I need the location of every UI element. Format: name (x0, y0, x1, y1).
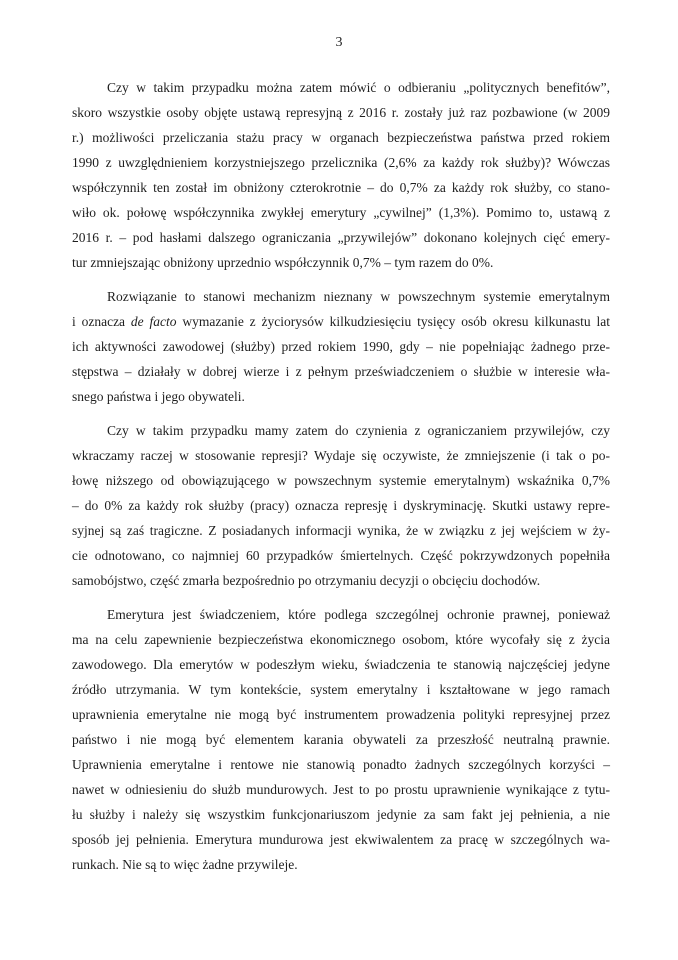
text-line: 2016 r. – pod hasłami dalszego ograniczania „przywilejów” dokonano kolejnych cięć emery- (72, 230, 610, 245)
text-line: wiło ok. połowę współczynnika zwykłej emerytury „cywilnej” (1,3%). Pomimo to, ustawą z (72, 205, 610, 220)
text-line: stępstwa – działały w dobrej wierze i z pełnym przeświadczeniem o służbie w interesie wła- (72, 364, 610, 379)
text-line: sposób jej pełnienia. Emerytura mundurowa jest ekwiwalentem za pracę w szczególnych wa- (72, 832, 610, 847)
text-line: tur zmniejszając obniżony uprzednio współczynnik 0,7% – tym razem do 0%. (72, 255, 494, 270)
text-line: r.) możliwości przeliczania stażu pracy w organach bezpieczeństwa państwa przed rokiem (72, 130, 610, 145)
text-line: współczynnik ten został im obniżony czterokrotnie – do 0,7% za każdy rok służby, co stano- (72, 180, 610, 195)
text-line: – do 0% za każdy rok służby (pracy) oznacza represję i dyskryminację. Skutki ustawy repre- (72, 498, 610, 513)
text-line: ich aktywności zawodowej (służby) przed rokiem 1990, gdy – nie popełniając żadnego prze- (72, 339, 610, 354)
text-line: państwo i nie mogą być elementem karania obywateli za przeszłość neutralną prawnie. (72, 732, 610, 747)
text-line: cie odnotowano, co najmniej 60 przypadków śmiertelnych. Część pokrzywdzonych popełniła (72, 548, 610, 563)
paragraph (72, 602, 610, 877)
text-line: syjnej są zaś tragiczne. Z posiadanych informacji wynika, że w związku z jej wejściem w ży- (72, 523, 610, 538)
text-line: Uprawnienia emerytalne i rentowe nie stanowią ponadto żadnych szczególnych korzyści – (72, 757, 610, 772)
text-line: zawodowego. Dla emerytów w podeszłym wieku, świadczenia te stanowią najczęściej jedyne (72, 657, 610, 672)
paragraph (72, 284, 610, 409)
page-number: 3 (335, 35, 343, 50)
text-line: uprawnienia emerytalne nie mogą być instrumentem prowadzenia polityki represyjnej przez (72, 707, 610, 722)
text-line: ma na celu zapewnienie bezpieczeństwa ekonomicznego osobom, które wycofały się z życia (72, 632, 610, 647)
text-line: Rozwiązanie to stanowi mechanizm nieznany w powszechnym systemie emerytalnym (107, 289, 610, 304)
text-line: i oznacza de facto wymazanie z życiorysów kilkudziesięciu tysięcy osób okresu kilkunastu lat (72, 314, 610, 329)
text-line: nawet w odniesieniu do służb mundurowych. Jest to po prostu uprawnienie wynikające z tytu- (72, 782, 610, 797)
text-line: 1990 z uwzględnieniem korzystniejszego przelicznika (2,6% za każdy rok służby)? Wówczas (72, 155, 610, 170)
text-line: łu służby i należy się wszystkim funkcjonariuszom jedynie za sam fakt jej pełnienia, a nie (72, 807, 610, 822)
text-line: łowę niższego od obowiązującego w powszechnym systemie emerytalnym) wskaźnika 0,7% (72, 473, 610, 488)
text-line: skoro wszystkie osoby objęte ustawą represyjną z 2016 r. zostały już raz pozbawione (w 2009 (72, 105, 610, 120)
text-line: samobójstwo, część zmarła bezpośrednio po otrzymaniu decyzji o obcięciu dochodów. (72, 573, 541, 588)
text-line: Emerytura jest świadczeniem, które podlega szczególnej ochronie prawnej, ponieważ (107, 607, 610, 622)
text-line: źródło utrzymania. W tym kontekście, system emerytalny i kształtowane w jego ramach (72, 682, 610, 697)
document-body (72, 75, 610, 886)
text-line: wkraczamy raczej w stosowanie represji? Wydaje się oczywiste, że zmniejszenie (i tak o po- (72, 448, 610, 463)
paragraph (72, 418, 610, 593)
text-line: snego państwa i jego obywateli. (72, 389, 245, 404)
paragraph (72, 75, 610, 275)
text-line: runkach. Nie są to więc żadne przywileje. (72, 857, 298, 872)
text-line: Czy w takim przypadku można zatem mówić o odbieraniu „politycznych benefitów”, (107, 80, 610, 95)
text-line: Czy w takim przypadku mamy zatem do czynienia z ograniczaniem przywilejów, czy (107, 423, 610, 438)
